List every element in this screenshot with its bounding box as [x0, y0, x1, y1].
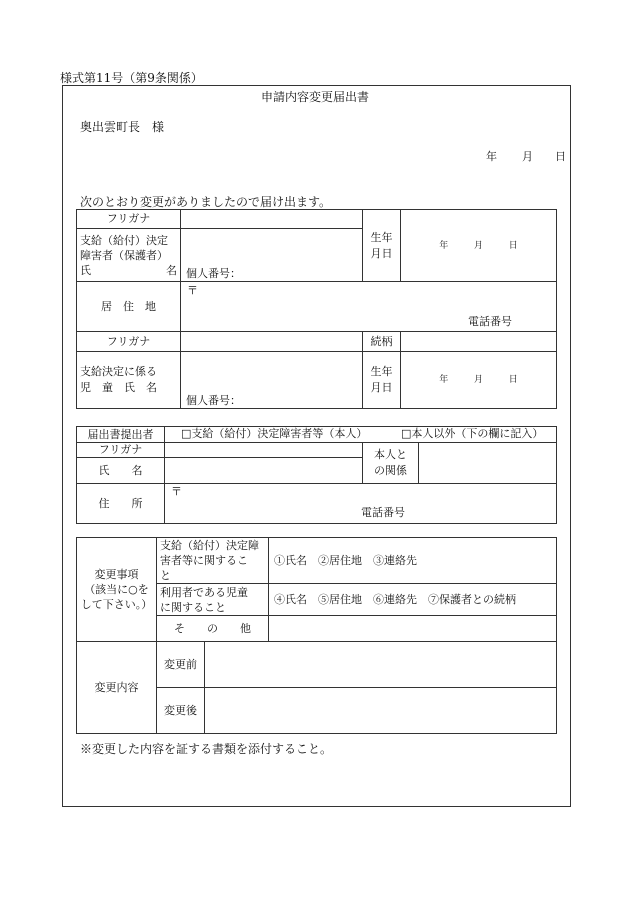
form-number: 様式第11号（第9条関係）: [60, 71, 203, 85]
phone-label: 電話番号: [468, 315, 512, 328]
date-year-label: 年: [486, 150, 497, 163]
birth-date-field[interactable]: [401, 210, 557, 282]
relation-line2: の関係: [374, 464, 407, 477]
before-field[interactable]: [205, 642, 557, 688]
submitter-address-label: 住 所: [77, 484, 165, 524]
change-items-line2: （該当に○を: [84, 583, 149, 596]
row1-label-line1: 支給（給付）決定障: [160, 539, 259, 552]
after-label: 変更後: [157, 688, 205, 734]
child-birth-line2: 月日: [370, 381, 393, 394]
child-furigana-label: フリガナ: [77, 332, 181, 352]
applicant-label-line3: [80, 263, 177, 278]
child-birth-day: 日: [508, 375, 518, 385]
change-items-line1: 変更事項: [94, 568, 139, 581]
child-birth-date-field[interactable]: [401, 352, 557, 409]
birth-year: 年: [439, 240, 449, 251]
applicant-label-line1: 支給（給付）決定: [80, 233, 168, 247]
footnote: ※変更した内容を証する書類を添付すること。: [80, 742, 333, 756]
postal-mark: 〒: [187, 284, 198, 297]
submitter-phone-label: 電話番号: [361, 506, 405, 519]
form-title: 申請内容変更届出書: [260, 90, 369, 104]
row1-options[interactable]: ①氏名 ②居住地 ③連絡先: [269, 538, 557, 584]
furigana-field[interactable]: [181, 210, 363, 229]
child-label-line1: 支給決定に係る: [80, 365, 157, 378]
residence-label: 居 住 地: [77, 282, 181, 332]
row2-options[interactable]: ④氏名 ⑤居住地 ⑥連絡先 ⑦保護者との続柄: [269, 584, 557, 616]
intro-text: 次のとおり変更がありましたので届け出ます。: [80, 195, 332, 209]
change-items-line3: して下さい。）: [80, 598, 153, 611]
child-birth-line1: 生年: [370, 365, 393, 378]
change-items-label: [77, 538, 157, 642]
after-field[interactable]: [205, 688, 557, 734]
child-name-label: [77, 352, 181, 409]
submitter-address-field[interactable]: [165, 484, 557, 524]
submitter-name-label: 氏 名: [77, 458, 165, 484]
applicant-name-label: [77, 229, 181, 282]
row2-label: [157, 584, 269, 616]
date-day-label: 日: [555, 150, 566, 163]
addressee: 奥出雲町長 様: [80, 120, 165, 134]
relation-line1: 本人と: [374, 448, 407, 461]
child-birth-year: 年: [439, 375, 449, 385]
child-furigana-field[interactable]: [181, 332, 363, 352]
birth-day: 日: [508, 240, 518, 251]
relation-label: 続柄: [363, 332, 401, 352]
furigana-label: フリガナ: [77, 210, 181, 229]
submitter-options: [165, 427, 557, 443]
row1-label: [157, 538, 269, 584]
applicant-name-field[interactable]: [181, 229, 363, 282]
option-self-checkbox[interactable]: □支給（給付）決定障害者等（本人）: [181, 427, 368, 440]
residence-field[interactable]: [181, 282, 557, 332]
row2-label-line1: 利用者である児童: [160, 585, 248, 599]
relation-field[interactable]: [401, 332, 557, 352]
change-content-label: 変更内容: [77, 642, 157, 734]
my-number-label: 個人番号：: [186, 267, 241, 280]
row3-label: そ の 他: [157, 616, 269, 642]
submitter-relation-label: [363, 443, 419, 484]
row2-label-line2: に関すること: [160, 600, 226, 614]
before-label: 変更前: [157, 642, 205, 688]
birth-label: [363, 210, 401, 282]
child-birth-month: 月: [473, 375, 483, 385]
submitter-label: 届出書提出者: [77, 427, 165, 443]
submitter-name-field[interactable]: [165, 458, 363, 484]
submitter-furigana-field[interactable]: [165, 443, 363, 458]
birth-month: 月: [473, 240, 483, 251]
birth-label-line2: 月日: [370, 246, 393, 260]
label-shi: 氏: [80, 263, 91, 277]
change-table: [76, 537, 557, 734]
submitter-postal-mark: 〒: [171, 485, 182, 498]
option-other-checkbox[interactable]: □本人以外（下の欄に記入）: [401, 427, 544, 440]
child-my-number-label: 個人番号：: [186, 394, 241, 407]
birth-label-line1: 生年: [370, 230, 393, 244]
row1-label-line3: と: [160, 569, 171, 582]
row3-field[interactable]: [269, 616, 557, 642]
child-name-field[interactable]: [181, 352, 363, 409]
applicant-table: [76, 209, 557, 409]
row1-label-line2: 害者等に関するこ: [160, 554, 248, 567]
date-month-label: 月: [522, 150, 533, 163]
applicant-label-line2: 障害者（保護者）: [80, 248, 168, 262]
child-birth-label: [363, 352, 401, 409]
submitter-table: [76, 426, 557, 524]
label-mei: 名: [166, 263, 177, 277]
submitter-furigana-label: フリガナ: [77, 443, 165, 458]
submitter-relation-field[interactable]: [419, 443, 557, 484]
child-label-line2: 児 童 氏 名: [80, 381, 157, 394]
